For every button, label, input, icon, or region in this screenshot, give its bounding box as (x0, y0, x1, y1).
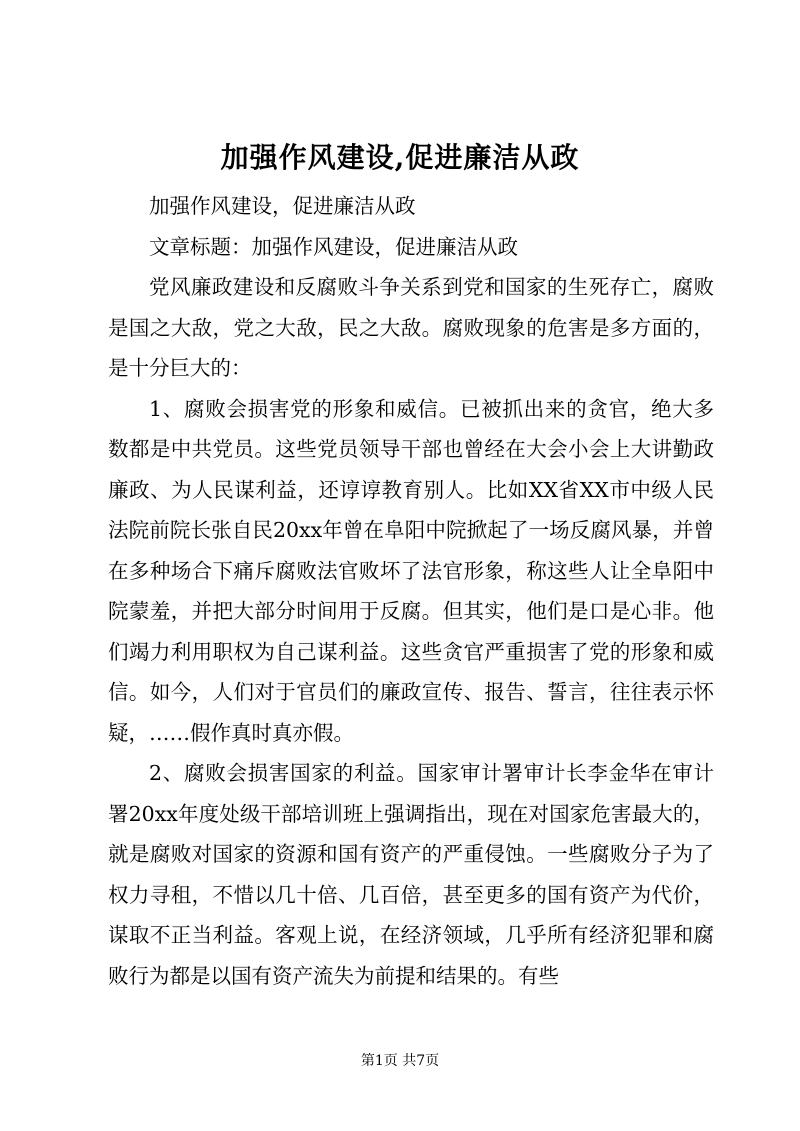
paragraph-article-title: 文章标题：加强作风建设，促进廉洁从政 (149, 234, 518, 259)
document-title: 加强作风建设,促进廉洁从政 (220, 141, 580, 174)
paragraph-point-1: 1、腐败会损害党的形象和威信。已被抓出来的贪官，绝大多数都是中共党员。这些党员领导干部也曾经在大会小会上大讲勤政廉政、为人民谋利益，还谆谆教育别人。比如XX省XX市中级人民法院前院长张自民20xx年曾在阜阳中院掀起了一场反腐风暴，并曾在多种场合下痛斥腐败法官败坏了法官形象，称这些人让全阜阳中院蒙羞，并把大部分时间用于反腐。但其实，他们是口是心非。他们竭力利用职权为自己谋利益。这些贪官严重损害了党的形象和威信。如今，人们对于官员们的廉政宣传、报告、誓言，往往表示怀疑，……假作真时真亦假。 (108, 396, 714, 745)
page-footer: 第1页 共7页 (360, 1053, 440, 1069)
paragraph-point-2: 2、腐败会损害国家的利益。国家审计署审计长李金华在审计署20xx年度处级干部培训班上强调指出，现在对国家危害最大的，就是腐败对国家的资源和国有资产的严重侵蚀。一些腐败分子为了权力寻租，不惜以几十倍、几百倍，甚至更多的国有资产为代价，谋取不正当利益。客观上说，在经济领域，几乎所有经济犯罪和腐败行为都是以国有资产流失为前提和结果的。有些 (108, 761, 714, 988)
paragraph-subtitle: 加强作风建设，促进廉洁从政 (149, 194, 416, 218)
document-body (108, 186, 714, 996)
paragraph-intro: 党风廉政建设和反腐败斗争关系到党和国家的生死存亡，腐败是国之大敌，党之大敌，民之大敌。腐败现象的危害是多方面的，是十分巨大的： (108, 275, 714, 380)
